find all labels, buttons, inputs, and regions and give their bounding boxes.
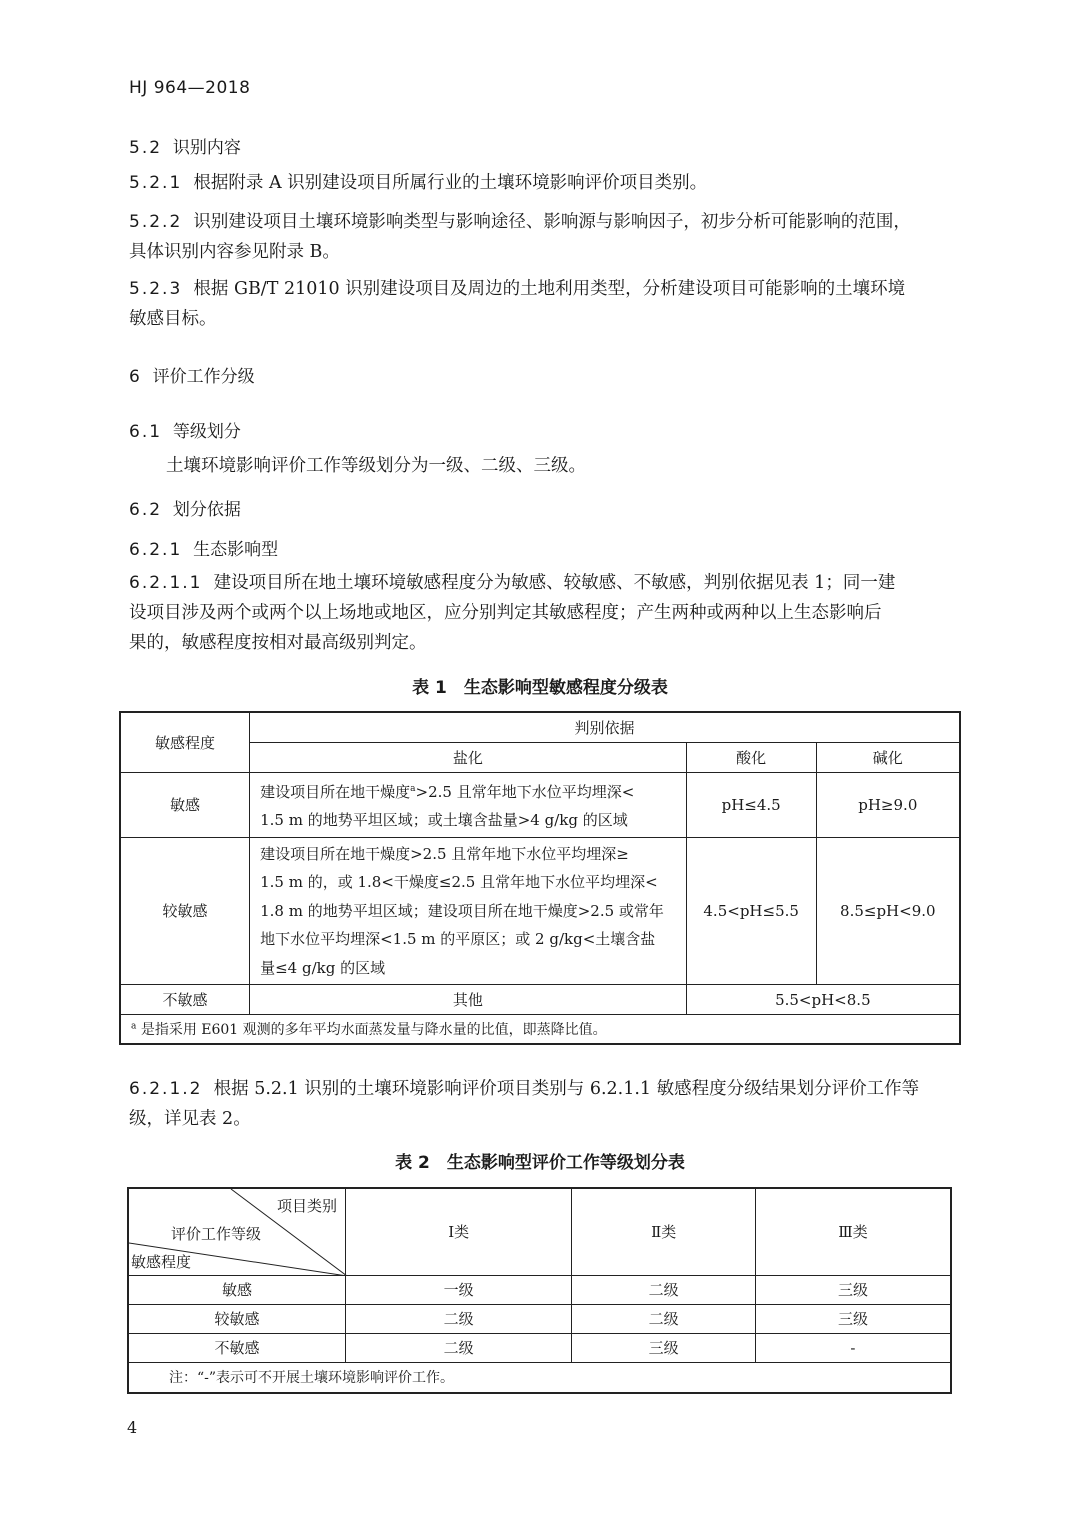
table-row <box>128 1275 951 1304</box>
section-6-1-heading: 6.1 等级划分 <box>129 422 241 442</box>
cell-level: 敏感 <box>120 772 250 837</box>
cell-class-1: 一级 <box>345 1275 571 1304</box>
clause-6-1-text: 土壤环境影响评价工作等级划分为一级、二级、三级。 <box>166 456 586 476</box>
clause-5-2-1: 5.2.1 根据附录 A 识别建设项目所属行业的土壤环境影响评价项目类别。 <box>129 173 708 193</box>
cell-acid-alkali: 5.5<pH<8.5 <box>686 985 960 1015</box>
cell-salinization: 建设项目所在地干燥度$^a$>2.5 且常年地下水位平均埋深< 1.5 m 的地势平坦区域；或土壤含盐量>4 g/kg 的区域 <box>250 772 687 837</box>
table-1 <box>119 711 961 1045</box>
header-class-2: Ⅱ类 <box>572 1188 756 1275</box>
cell-salinization: 建设项目所在地干燥度>2.5 且常年地下水位平均埋深≥ 1.5 m 的，或 1.8<干燥度≤2.5 且常年地下水位平均埋深< 1.8 m 的地势平坦区域；建设项目所在地干燥度>2.5 或常年 地下水位平均埋深<1.5 m 的平原区；或 2 g/kg<土壤含盐 量≤4 g/kg 的区域 <box>250 837 687 985</box>
header-acidification: 酸化 <box>686 742 816 772</box>
cell-class-3: - <box>755 1333 951 1362</box>
section-5-2-heading: 5.2 识别内容 <box>129 138 241 158</box>
table-2-caption: 表 2 生态影响型评价工作等级划分表 <box>395 1153 685 1173</box>
clause-6-2-1-1: 6.2.1.1 建设项目所在地土壤环境敏感程度分为敏感、较敏感、不敏感，判别依据见表 1；同一建 设项目涉及两个或两个以上场地或地区，应分别判定其敏感程度；产生两种或两种以上生态影响后 果的，敏感程度按相对最高级别判定。 <box>129 573 896 653</box>
clause-6-2-1-2: 6.2.1.2 根据 5.2.1 识别的土壤环境影响评价项目类别与 6.2.1.1 敏感程度分级结果划分评价工作等 级，详见表 2。 <box>129 1079 920 1129</box>
clause-5-2-3: 5.2.3 根据 GB/T 21010 识别建设项目及周边的土地利用类型，分析建设项目可能影响的土壤环境 敏感目标。 <box>129 279 906 329</box>
cell-class-1: 二级 <box>345 1333 571 1362</box>
table-row <box>128 1304 951 1333</box>
section-6-2-1-heading: 6.2.1 生态影响型 <box>129 540 279 560</box>
cell-acidification: pH≤4.5 <box>686 772 816 837</box>
cell-alkalization: 8.5≤pH<9.0 <box>816 837 960 985</box>
header-sensitivity: 敏感程度 <box>120 712 250 772</box>
section-6-2-heading: 6.2 划分依据 <box>129 500 241 520</box>
cell-acidification: 4.5<pH≤5.5 <box>686 837 816 985</box>
diag-label-category: 项目类别 <box>276 1197 337 1215</box>
document-header: HJ 964—2018 <box>129 78 251 98</box>
table-1-footnote: $^a$ 是指采用 E601 观测的多年平均水面蒸发量与降水量的比值，即蒸降比值。 <box>120 1015 960 1044</box>
cell-level: 不敏感 <box>128 1333 345 1362</box>
page-number: 4 <box>127 1418 138 1437</box>
cell-alkalization: pH≥9.0 <box>816 772 960 837</box>
table-row <box>128 1188 951 1275</box>
diag-label-sensitivity: 敏感程度 <box>131 1253 192 1271</box>
table-row <box>120 712 960 742</box>
section-6-heading: 6 评价工作分级 <box>129 367 255 387</box>
table-row <box>120 837 960 985</box>
cell-class-2: 三级 <box>572 1333 756 1362</box>
header-alkalization: 碱化 <box>816 742 960 772</box>
table-row <box>120 772 960 837</box>
cell-level: 不敏感 <box>120 985 250 1015</box>
cell-class-3: 三级 <box>755 1304 951 1333</box>
table-row <box>120 1015 960 1044</box>
header-class-1: Ⅰ类 <box>345 1188 571 1275</box>
cell-level: 较敏感 <box>128 1304 345 1333</box>
table-row <box>128 1333 951 1362</box>
cell-class-3: 三级 <box>755 1275 951 1304</box>
header-salinization: 盐化 <box>250 742 687 772</box>
table-2 <box>127 1187 952 1394</box>
table-2-note: 注：“-”表示可不开展土壤环境影响评价工作。 <box>128 1362 951 1393</box>
table-1-caption: 表 1 生态影响型敏感程度分级表 <box>412 678 668 698</box>
cell-class-1: 二级 <box>345 1304 571 1333</box>
diagonal-header-cell <box>128 1188 345 1275</box>
cell-class-2: 二级 <box>572 1275 756 1304</box>
table-row <box>128 1362 951 1393</box>
table-row <box>120 985 960 1015</box>
diag-label-grade: 评价工作等级 <box>171 1225 262 1243</box>
cell-class-2: 二级 <box>572 1304 756 1333</box>
header-basis: 判别依据 <box>250 712 960 742</box>
header-class-3: Ⅲ类 <box>755 1188 951 1275</box>
cell-level: 敏感 <box>128 1275 345 1304</box>
cell-level: 较敏感 <box>120 837 250 985</box>
clause-5-2-2: 5.2.2 识别建设项目土壤环境影响类型与影响途径、影响源与影响因子，初步分析可能影响的范围， 具体识别内容参见附录 B。 <box>129 212 911 262</box>
cell-salinization: 其他 <box>250 985 687 1015</box>
